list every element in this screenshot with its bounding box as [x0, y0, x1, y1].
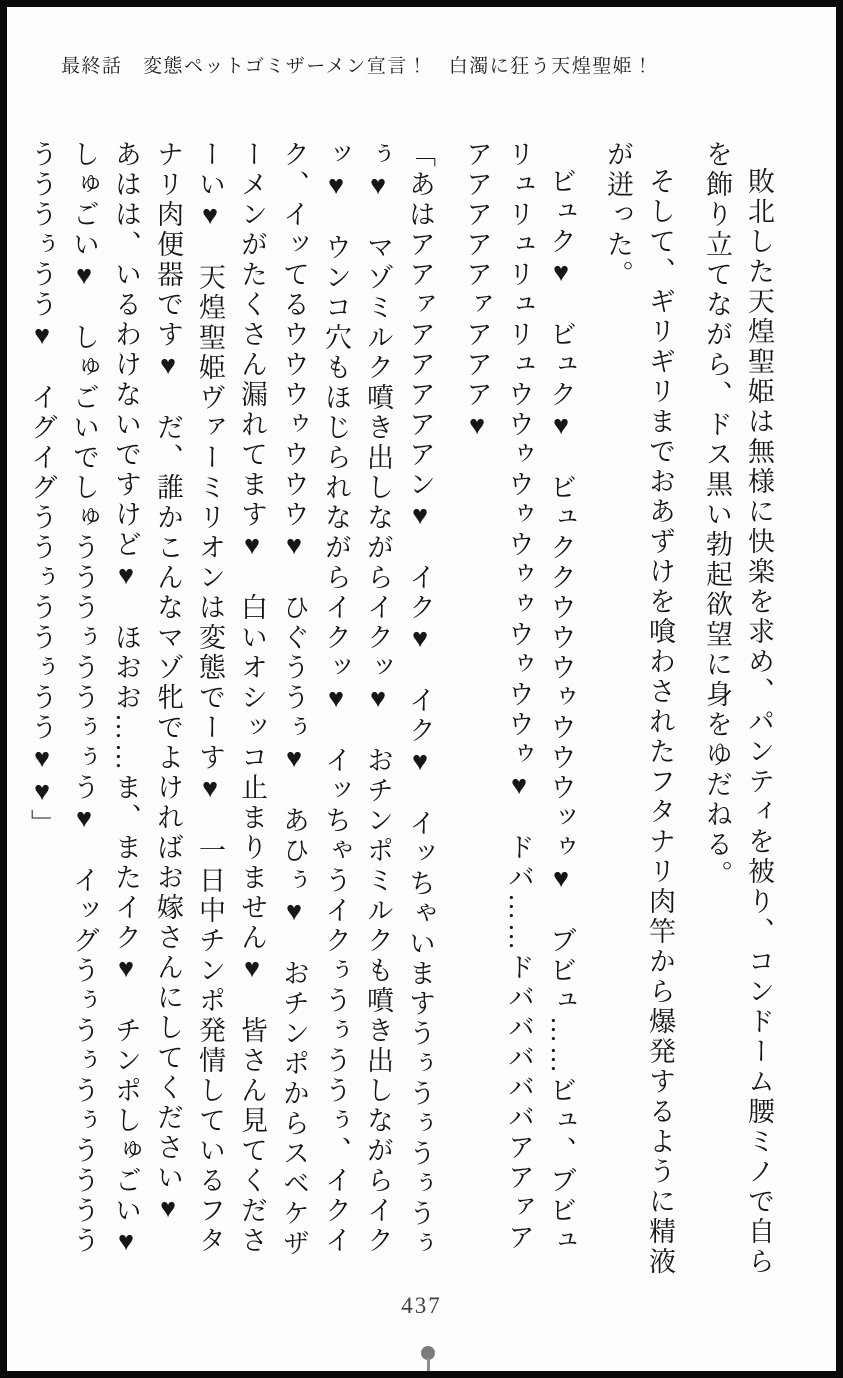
page-number: 437 — [401, 1293, 442, 1318]
paragraph-3-sfx-line: ビュク♥ ビュク♥ ビュククウウウゥウウウッゥ♥ ブビュ……ビュ、ブビュリュリュリュリュウウゥウゥウゥゥウゥウウゥ♥ ドバ……ドバババババアアァアアアアアアァアアア♥ — [462, 140, 576, 1256]
paragraph-2: そして、ギリギリまでおあずけを喰わされたフタナリ肉竿から爆発するように精液が迸った。 — [603, 140, 675, 1277]
paragraph-4-dialogue: 「あはアアァアアアアアン♥ イク♥ イク♥ イッちゃいますうぅうぅうぅうぅぅ♥ マゾミルク噴き出しながらイクッ♥ おチンポミルクも噴き出しながらイクッ♥ ウンコ穴もほじられながらイクッ♥ イッちゃうイクぅうぅううぅ、イクイク、イッてるウウウゥウウウ♥ ひぐううぅ♥ あひぅ♥ おチンポからスベケザーメンがたくさん漏れてます♥ 白いオシッコ止まりません♥ 皆さん見てくださーい♥ 天煌聖姫ヴァーミリオンは変態でーす♥ 一日中チンポ発情しているフタナリ肉便器です♥ だ、誰かこんなマゾ牝でよければお嫁さんにしてください♥ あはは、いるわけないですけど♥ ほおお……ま、またイク♥ チンポしゅごい♥ しゅごい♥ しゅごいでしゅうううぅううぅぅう♥ イッグうぅうぅうぅうううううううぅうう♥ イグイグううぅううぅうう♥♥」 — [27, 140, 435, 1289]
chapter-running-header: 最終話 変態ペットゴミザーメン宣言！ 白濁に狂う天煌聖姫！ — [61, 56, 654, 77]
footer-ornament-line — [427, 1358, 430, 1378]
novel-text-body — [27, 140, 780, 1289]
paragraph-1: 敗北した天煌聖姫は無様に快楽を求め、パンティを被り、コンドーム腰ミノで自らを飾り立てながら、ドス黒い勃起欲望に身をゆだねる。 — [702, 140, 774, 1277]
